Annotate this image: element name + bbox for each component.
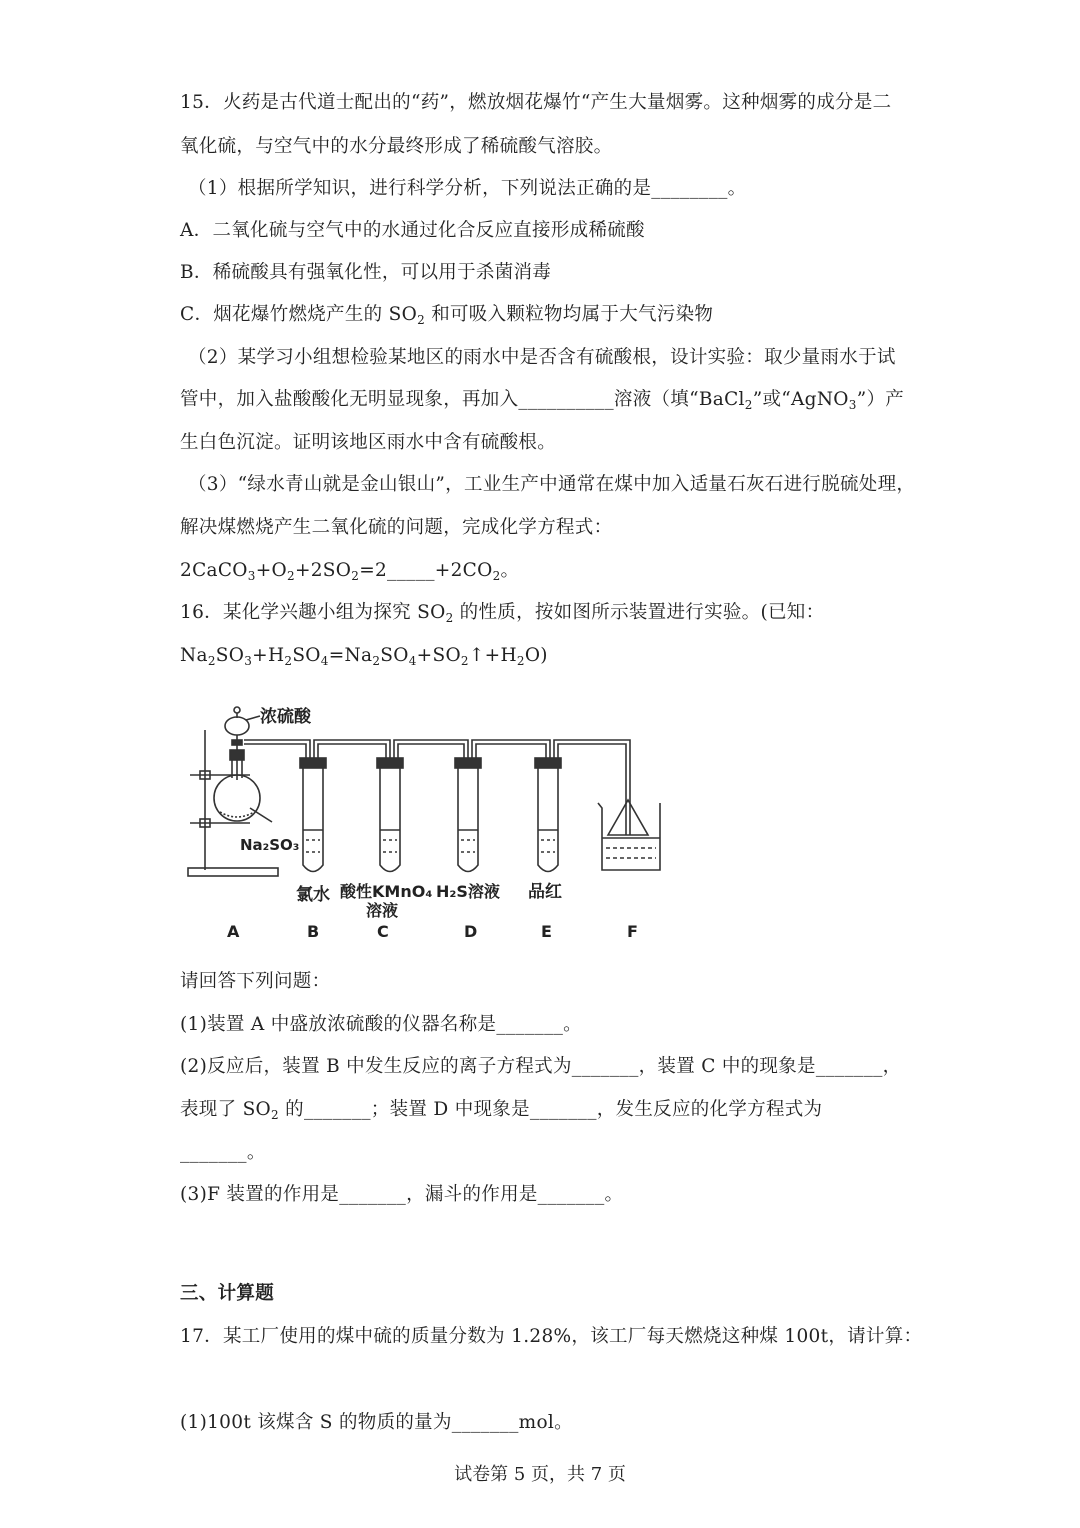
q15-equation: $2CaCO_3+O_2+2SO_2=2\_\_\_\_\_+2CO_2$。 [180,560,520,583]
q16-sub1: (1)装置 A 中盛放浓硫酸的仪器名称是_______。 [180,1014,582,1035]
q16-known-equation: $Na_2SO_3+H_2SO_4=Na_2SO_4+SO_2↑+H_2O$) [180,645,548,668]
beaker-f [598,800,660,870]
q15-part2-line2: 管中，加入盐酸酸化无明显现象，再加入__________溶液（填“BaCl$_2$”或“AgNO$_3$”）产 [180,389,905,412]
label-kmno4-solution: 溶液 [366,901,399,920]
label-na2so3: Na₂SO₃ [240,836,300,854]
letter-d: D [464,922,478,941]
q15-stem-line1: 15．火药是古代道士配出的“药”，燃放烟花爆竹“产生大量烟雾。这种烟雾的成分是二 [180,92,892,113]
q17-sub1: (1)100t 该煤含 S 的物质的量为_______mol。 [180,1412,573,1433]
q17-stem: 17．某工厂使用的煤中硫的质量分数为 1.28%，该工厂每天燃烧这种煤 100t，请计算： [180,1326,923,1347]
letter-c: C [377,922,389,941]
q16-sub3: (3)F 装置的作用是_______，漏斗的作用是_______。 [180,1184,624,1205]
test-tube-e [535,758,561,872]
q15-part2-line3: 生白色沉淀。证明该地区雨水中含有硫酸根。 [180,432,557,453]
letter-f: F [627,922,638,941]
q15-option-c: C．烟花爆竹燃烧产生的 $SO_2$ 和可吸入颗粒物均属于大气污染物 [180,304,714,327]
label-h2s-solution: H₂S溶液 [436,882,500,901]
q15-part3-line1: （3）“绿水青山就是金山银山”，工业生产中通常在煤中加入适量石灰石进行脱硫处理， [188,474,916,495]
q15-part2-line1: （2）某学习小组想检验某地区的雨水中是否含有硫酸根，设计实验：取少量雨水于试 [188,347,896,368]
q15-option-b: B．稀硫酸具有强氧化性，可以用于杀菌消毒 [180,262,552,283]
q16-sub2-line3: _______。 [180,1142,266,1163]
q16-stem-line1: 16．某化学兴趣小组为探究 $SO_2$ 的性质，按如图所示装置进行实验。(已知： [180,602,825,625]
test-tube-d [455,758,481,872]
letter-b: B [307,922,320,941]
q15-part3-line2: 解决煤燃烧产生二氧化硫的问题，完成化学方程式： [180,517,613,538]
test-tube-c [377,758,403,872]
q15-part1: （1）根据所学知识，进行科学分析，下列说法正确的是________。 [188,178,747,199]
q16-sub2-line2: 表现了 $SO_2$ 的_______；装置 D 中现象是_______，发生反应的化学方程式为 [180,1099,823,1122]
label-chlorine-water: 氯水 [296,885,330,905]
q15-stem-line2: 氧化硫，与空气中的水分最终形成了稀硫酸气溶胶。 [180,136,613,157]
round-bottom-flask [214,750,272,822]
label-kmno4: 酸性KMnO₄ [340,882,433,901]
letter-a: A [227,922,240,941]
test-tube-b [300,758,326,872]
q15-option-a: A．二氧化硫与空气中的水通过化合反应直接形成稀硫酸 [180,220,645,241]
letter-e: E [541,922,552,941]
label-conc-sulfuric-acid: 浓硫酸 [260,707,311,727]
q16-sub2-line1: (2)反应后，装置 B 中发生反应的离子方程式为_______，装置 C 中的现象是_______， [180,1056,902,1077]
apparatus-diagram [180,690,680,950]
label-fuchsine: 品红 [528,882,562,902]
delivery-tubes [244,740,630,835]
q16-ask: 请回答下列问题： [180,971,331,992]
page-footer: 试卷第 5 页，共 7 页 [454,1464,626,1485]
section-title: 三、计算题 [180,1283,275,1304]
